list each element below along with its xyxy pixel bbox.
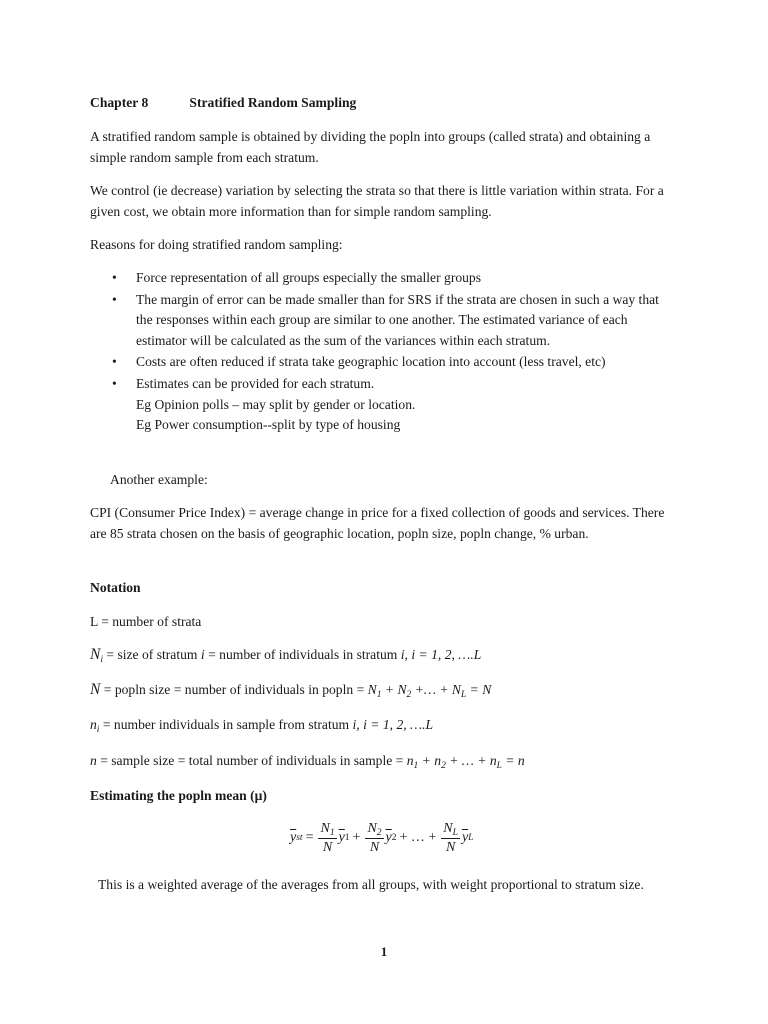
- bullet-icon: •: [112, 270, 117, 285]
- notation-heading: Notation: [90, 580, 141, 595]
- bullet-icon: •: [112, 291, 117, 307]
- notation-Ni: $N_i$ = size of stratum i = number of individuals in stratum i, i = 1, 2, ….L: [90, 646, 482, 665]
- reasons-lead-in: Reasons for doing stratified random sampling:: [90, 237, 343, 252]
- chapter-number: Chapter 8: [90, 95, 149, 110]
- another-example-label: Another example:: [110, 472, 208, 487]
- reasons-list: [90, 268, 670, 437]
- variation-paragraph: We control (ie decrease) variation by selecting the strata so that there is little variation within strata. For a given cost, we obtain more information than for simple random sampling.: [90, 183, 664, 219]
- list-item: • Estimates can be provided for each stratum. Eg Opinion polls – may split by gender or location. Eg Power consumption--split by type of housing: [112, 375, 416, 433]
- bullet-icon: •: [112, 354, 117, 370]
- notation-ni: $n_i$ = number individuals in sample from stratum i, i = 1, 2, ….L: [90, 717, 434, 735]
- cpi-paragraph: CPI (Consumer Price Index) = average change in price for a fixed collection of goods and services. There are 85 strata chosen on the basis of geographic location, popln size, popln change, % urban.: [90, 505, 665, 541]
- notation-L: L = number of strata: [90, 614, 202, 629]
- bullet-icon: •: [112, 375, 117, 391]
- weighted-average-paragraph: This is a weighted average of the averages from all groups, with weight proportional to stratum size.: [98, 877, 644, 892]
- list-item: • Costs are often reduced if strata take geographic location into account (less travel, etc): [90, 352, 670, 373]
- stratified-mean-formula: $\overline{y}$ st = $\frac{N_1}{N}$ $\overline{y}$ 1 + $\frac{N_2}{N}$ $\overline{y}$ 2 + … + $\frac{N_L}{N}$ $\overline{y}$ L: [290, 820, 474, 855]
- notation-N: N = popln size = number of individuals in $popln = N_1 + N_2$ +… + $N_L = N$: [90, 681, 492, 700]
- notation-n: n = sample size = total number of individuals in sample = $n_1 + n_2$ + … + $n_L = n$: [90, 753, 525, 771]
- intro-paragraph: A stratified random sample is obtained by dividing the popln into groups (called strata) and obtaining a simple random sample from each stratum.: [90, 129, 651, 165]
- example-line: Eg Opinion polls – may split by gender or location.: [136, 396, 416, 412]
- page-number: 1: [380, 944, 388, 959]
- chapter-heading: [90, 92, 356, 113]
- chapter-title: Stratified Random Sampling: [189, 95, 357, 110]
- list-item: • Force representation of all groups especially the smaller groups: [90, 268, 670, 289]
- list-item: • The margin of error can be made smaller than for SRS if the strata are chosen in such a way that the responses within each group are similar to one another. The estimated variance of each estimator will be calculated as the sum of the variances within each stratum.: [112, 291, 659, 348]
- estimating-heading: Estimating the popln mean (μ): [90, 788, 267, 803]
- example-line: Eg Power consumption--split by type of housing: [136, 417, 401, 433]
